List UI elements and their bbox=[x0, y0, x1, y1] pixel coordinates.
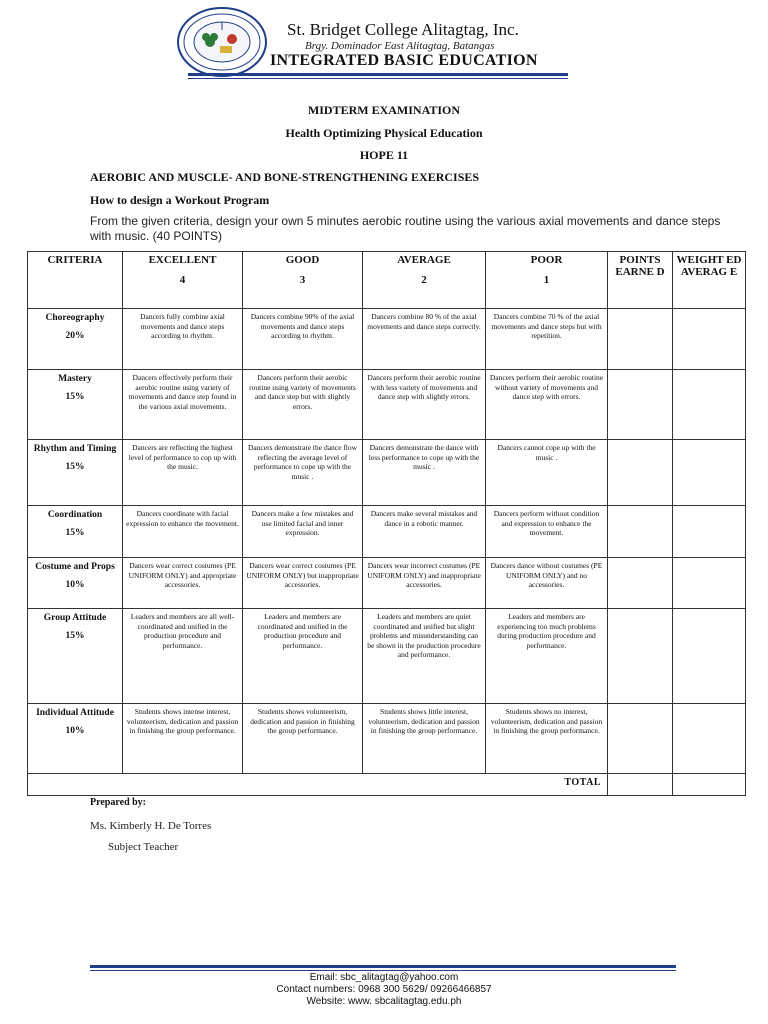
average-cell: Dancers perform their aerobic routine with less variety of movements and dance step with slightly errors. bbox=[363, 370, 486, 440]
program-name: INTEGRATED BASIC EDUCATION bbox=[270, 52, 538, 69]
good-cell: Students shows volunteerism, dedication and passion in finishing the group performance. bbox=[243, 704, 363, 774]
excellent-cell: Dancers wear correct costumes (PE UNIFORM ONLY) and appropriate accessories. bbox=[123, 558, 243, 609]
table-row bbox=[28, 440, 746, 506]
good-cell: Leaders and members are coordinated and unified in the production procedure and performance. bbox=[243, 609, 363, 704]
criteria-cell: Coordination 15% bbox=[28, 506, 123, 558]
good-cell: Dancers wear correct costumes (PE UNIFORM ONLY) but inappropriate accessories. bbox=[243, 558, 363, 609]
exam-title: MIDTERM EXAMINATION bbox=[307, 103, 461, 117]
excellent-cell: Dancers effectively perform their aerobic routine using variety of movements and dance step found in the various axial movements. bbox=[123, 370, 243, 440]
weighted-average-cell[interactable] bbox=[673, 609, 746, 704]
school-seal-logo bbox=[176, 6, 268, 78]
criteria-cell: Mastery 15% bbox=[28, 370, 123, 440]
table-row bbox=[28, 370, 746, 440]
average-cell: Leaders and members are quiet coordinated and unified but slight problems and misunderstanding can be shown in the production procedure and performance. bbox=[363, 609, 486, 704]
school-name: St. Bridget College Alitagtag, Inc. bbox=[287, 20, 519, 39]
weighted-average-cell[interactable] bbox=[673, 309, 746, 370]
teacher-name: Ms. Kimberly H. De Torres bbox=[90, 820, 212, 832]
task-heading: How to design a Workout Program bbox=[90, 193, 270, 207]
poor-cell: Dancers combine 70 % of the axial movements and dance steps but with repetition. bbox=[486, 309, 608, 370]
footer-website: Website: www. sbcalitagtag.edu.ph bbox=[306, 996, 462, 1007]
footer-contact: Contact numbers: 0968 300 5629/ 09266466857 bbox=[276, 984, 492, 995]
header-divider-thin bbox=[188, 78, 568, 79]
criteria-cell: Group Attitude 15% bbox=[28, 609, 123, 704]
good-cell: Dancers perform their aerobic routine using variety of movements and dance step but with slightly errors. bbox=[243, 370, 363, 440]
header-criteria: CRITERIA bbox=[28, 252, 123, 309]
weighted-average-cell[interactable] bbox=[673, 506, 746, 558]
footer-divider-thin bbox=[90, 970, 676, 971]
criteria-cell: Individual Attitude 10% bbox=[28, 704, 123, 774]
average-cell: Students shows little interest, volunteerism, dedication and passion in finishing the group performance. bbox=[363, 704, 486, 774]
rubric-table bbox=[27, 251, 746, 796]
poor-cell: Students shows no interest, volunteerism, dedication and passion in finishing the group performance. bbox=[486, 704, 608, 774]
header-good: GOOD 3 bbox=[243, 252, 363, 309]
score-poor: 1 bbox=[543, 274, 550, 286]
instructions-text: From the given criteria, design your own 5 minutes aerobic routine using the various axial movements and dance steps with music. (40 POINTS) bbox=[90, 214, 721, 243]
points-earned-cell[interactable] bbox=[608, 309, 673, 370]
table-row bbox=[28, 704, 746, 774]
header-excellent: EXCELLENT 4 bbox=[123, 252, 243, 309]
header-divider bbox=[188, 73, 568, 76]
weighted-average-cell[interactable] bbox=[673, 370, 746, 440]
score-good: 3 bbox=[299, 274, 306, 286]
total-weighted-cell[interactable] bbox=[673, 774, 746, 796]
points-earned-cell[interactable] bbox=[608, 558, 673, 609]
good-cell: Dancers combine 90% of the axial movements and dance steps according to rhythm. bbox=[243, 309, 363, 370]
header-weighted-average: WEIGHT ED AVERAG E bbox=[673, 252, 746, 309]
average-cell: Dancers make several mistakes and dance in a robotic manner. bbox=[363, 506, 486, 558]
table-row bbox=[28, 558, 746, 609]
weighted-average-cell[interactable] bbox=[673, 440, 746, 506]
points-earned-cell[interactable] bbox=[608, 704, 673, 774]
points-earned-cell[interactable] bbox=[608, 609, 673, 704]
header-poor: POOR 1 bbox=[486, 252, 608, 309]
average-cell: Dancers wear incorrect costumes (PE UNIFORM ONLY) and inappropriate accessories. bbox=[363, 558, 486, 609]
points-earned-cell[interactable] bbox=[608, 506, 673, 558]
criteria-cell: Choreography 20% bbox=[28, 309, 123, 370]
average-cell: Dancers combine 80 % of the axial movements and dance steps correctly. bbox=[363, 309, 486, 370]
prepared-by-label: Prepared by: bbox=[90, 797, 147, 808]
good-cell: Dancers make a few mistakes and use limited facial and inner expression. bbox=[243, 506, 363, 558]
poor-cell: Dancers perform without condition and expression to enhance the movement. bbox=[486, 506, 608, 558]
teacher-role: Subject Teacher bbox=[108, 841, 179, 853]
criteria-cell: Rhythm and Timing 15% bbox=[28, 440, 123, 506]
criteria-cell: Costume and Props 10% bbox=[28, 558, 123, 609]
poor-cell: Dancers perform their aerobic routine without variety of movements and dance step with errors. bbox=[486, 370, 608, 440]
table-row bbox=[28, 309, 746, 370]
excellent-cell: Dancers fully combine axial movements and dance steps according to rhythm. bbox=[123, 309, 243, 370]
topic-heading: AEROBIC AND MUSCLE- AND BONE-STRENGTHENING EXERCISES bbox=[90, 170, 480, 184]
poor-cell: Dancers dance without costumes (PE UNIFORM ONLY) and no accessories. bbox=[486, 558, 608, 609]
average-cell: Dancers demonstrate the dance with less performance to cope up with the music . bbox=[363, 440, 486, 506]
excellent-cell: Dancers coordinate with facial expression to enhance the movement. bbox=[123, 506, 243, 558]
points-earned-cell[interactable] bbox=[608, 440, 673, 506]
total-label: TOTAL bbox=[28, 774, 608, 796]
header-points-earned: POINTS EARNE D bbox=[608, 252, 673, 309]
score-average: 2 bbox=[421, 274, 427, 286]
poor-cell: Leaders and members are experiencing too much problems during production procedure and performance. bbox=[486, 609, 608, 704]
points-earned-cell[interactable] bbox=[608, 370, 673, 440]
school-address: Brgy. Dominador East Alitagtag, Batangas bbox=[305, 40, 495, 52]
poor-cell: Dancers cannot cope up with the music . bbox=[486, 440, 608, 506]
subject-code: HOPE 11 bbox=[359, 148, 409, 162]
table-header-row bbox=[28, 252, 746, 309]
total-row bbox=[28, 774, 746, 796]
weighted-average-cell[interactable] bbox=[673, 704, 746, 774]
weighted-average-cell[interactable] bbox=[673, 558, 746, 609]
excellent-cell: Leaders and members are all well-coordinated and unified in the production procedure and performance. bbox=[123, 609, 243, 704]
footer-divider bbox=[90, 965, 676, 968]
table-row bbox=[28, 609, 746, 704]
subject-title: Health Optimizing Physical Education bbox=[285, 126, 483, 140]
score-excellent: 4 bbox=[179, 274, 186, 286]
table-row bbox=[28, 506, 746, 558]
footer-email: Email: sbc_alitagtag@yahoo.com bbox=[309, 972, 459, 983]
header-average: AVERAGE 2 bbox=[363, 252, 486, 309]
excellent-cell: Dancers are reflecting the highest level of performance to cop up with the music. bbox=[123, 440, 243, 506]
excellent-cell: Students shows intense interest, volunteerism, dedication and passion in finishing the group performance. bbox=[123, 704, 243, 774]
total-points-cell[interactable] bbox=[608, 774, 673, 796]
good-cell: Dancers demonstrate the dance flow reflecting the average level of performance to cope up with the music . bbox=[243, 440, 363, 506]
